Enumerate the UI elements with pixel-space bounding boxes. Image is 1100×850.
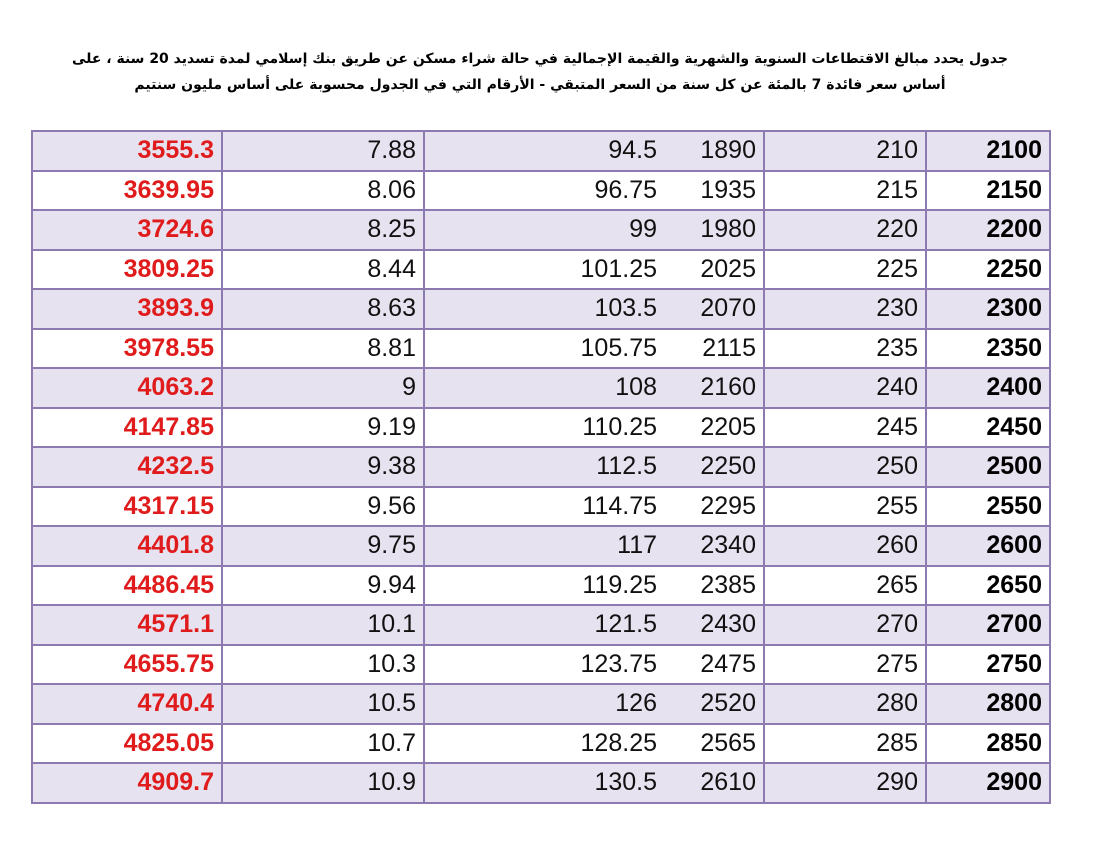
annual-installment-cell: 220 xyxy=(764,210,926,250)
monthly-interest-cell: 96.75 xyxy=(424,171,664,211)
total-value-cell: 3555.3 xyxy=(32,131,222,171)
table-body xyxy=(32,131,1050,803)
monthly-interest-cell: 119.25 xyxy=(424,566,664,606)
principal-amount-cell: 2150 xyxy=(926,171,1050,211)
monthly-installment-cell: 9 xyxy=(222,368,424,408)
monthly-interest-cell: 112.5 xyxy=(424,447,664,487)
principal-amount-cell: 2900 xyxy=(926,763,1050,803)
monthly-installment-cell: 9.38 xyxy=(222,447,424,487)
annual-interest-cell: 2610 xyxy=(664,763,764,803)
principal-amount-cell: 2300 xyxy=(926,289,1050,329)
table-row xyxy=(32,250,1050,290)
total-value-cell: 4401.8 xyxy=(32,526,222,566)
annual-installment-cell: 285 xyxy=(764,724,926,764)
annual-interest-cell: 2250 xyxy=(664,447,764,487)
annual-interest-cell: 2475 xyxy=(664,645,764,685)
monthly-installment-cell: 9.94 xyxy=(222,566,424,606)
annual-installment-cell: 290 xyxy=(764,763,926,803)
monthly-installment-cell: 10.1 xyxy=(222,605,424,645)
annual-interest-cell: 2295 xyxy=(664,487,764,527)
annual-installment-cell: 235 xyxy=(764,329,926,369)
monthly-installment-cell: 8.81 xyxy=(222,329,424,369)
monthly-installment-cell: 10.9 xyxy=(222,763,424,803)
annual-installment-cell: 250 xyxy=(764,447,926,487)
monthly-installment-cell: 7.88 xyxy=(222,131,424,171)
total-value-cell: 3724.6 xyxy=(32,210,222,250)
annual-installment-cell: 240 xyxy=(764,368,926,408)
table-row xyxy=(32,566,1050,606)
total-value-cell: 3809.25 xyxy=(32,250,222,290)
annual-interest-cell: 2520 xyxy=(664,684,764,724)
principal-amount-cell: 2850 xyxy=(926,724,1050,764)
monthly-interest-cell: 103.5 xyxy=(424,289,664,329)
installments-table xyxy=(31,130,1051,804)
table-row xyxy=(32,408,1050,448)
principal-amount-cell: 2450 xyxy=(926,408,1050,448)
total-value-cell: 4063.2 xyxy=(32,368,222,408)
title-line-1: جدول يحدد مبالغ الاقتطاعات السنوية والشهرية والقيمة الإجمالية في حالة شراء مسكن عن طريق بنك إسلامي لمدة تسديد 20 سنة ، على xyxy=(71,51,1009,67)
annual-installment-cell: 230 xyxy=(764,289,926,329)
annual-interest-cell: 2025 xyxy=(664,250,764,290)
table-row xyxy=(32,171,1050,211)
monthly-interest-cell: 110.25 xyxy=(424,408,664,448)
annual-interest-cell: 2070 xyxy=(664,289,764,329)
annual-interest-cell: 2385 xyxy=(664,566,764,606)
document-title xyxy=(40,46,1040,98)
annual-interest-cell: 2430 xyxy=(664,605,764,645)
annual-installment-cell: 210 xyxy=(764,131,926,171)
principal-amount-cell: 2350 xyxy=(926,329,1050,369)
principal-amount-cell: 2650 xyxy=(926,566,1050,606)
principal-amount-cell: 2700 xyxy=(926,605,1050,645)
monthly-installment-cell: 8.06 xyxy=(222,171,424,211)
table-row xyxy=(32,210,1050,250)
table-row xyxy=(32,684,1050,724)
principal-amount-cell: 2400 xyxy=(926,368,1050,408)
principal-amount-cell: 2600 xyxy=(926,526,1050,566)
monthly-interest-cell: 94.5 xyxy=(424,131,664,171)
annual-interest-cell: 1890 xyxy=(664,131,764,171)
monthly-interest-cell: 130.5 xyxy=(424,763,664,803)
annual-installment-cell: 215 xyxy=(764,171,926,211)
monthly-installment-cell: 10.5 xyxy=(222,684,424,724)
monthly-interest-cell: 108 xyxy=(424,368,664,408)
annual-installment-cell: 275 xyxy=(764,645,926,685)
monthly-interest-cell: 117 xyxy=(424,526,664,566)
table-row xyxy=(32,526,1050,566)
total-value-cell: 4571.1 xyxy=(32,605,222,645)
annual-interest-cell: 2565 xyxy=(664,724,764,764)
monthly-installment-cell: 9.19 xyxy=(222,408,424,448)
annual-installment-cell: 280 xyxy=(764,684,926,724)
installments-table-container xyxy=(31,130,1049,804)
table-row xyxy=(32,724,1050,764)
annual-interest-cell: 1935 xyxy=(664,171,764,211)
annual-installment-cell: 270 xyxy=(764,605,926,645)
annual-interest-cell: 1980 xyxy=(664,210,764,250)
total-value-cell: 3893.9 xyxy=(32,289,222,329)
annual-interest-cell: 2340 xyxy=(664,526,764,566)
principal-amount-cell: 2750 xyxy=(926,645,1050,685)
monthly-interest-cell: 121.5 xyxy=(424,605,664,645)
total-value-cell: 4825.05 xyxy=(32,724,222,764)
principal-amount-cell: 2100 xyxy=(926,131,1050,171)
table-row xyxy=(32,447,1050,487)
total-value-cell: 4909.7 xyxy=(32,763,222,803)
total-value-cell: 4740.4 xyxy=(32,684,222,724)
table-row xyxy=(32,289,1050,329)
total-value-cell: 4147.85 xyxy=(32,408,222,448)
monthly-installment-cell: 8.25 xyxy=(222,210,424,250)
total-value-cell: 3978.55 xyxy=(32,329,222,369)
table-row xyxy=(32,329,1050,369)
principal-amount-cell: 2500 xyxy=(926,447,1050,487)
monthly-installment-cell: 10.3 xyxy=(222,645,424,685)
table-row xyxy=(32,487,1050,527)
principal-amount-cell: 2800 xyxy=(926,684,1050,724)
principal-amount-cell: 2200 xyxy=(926,210,1050,250)
title-line-2: أساس سعر فائدة 7 بالمئة عن كل سنة من السعر المتبقي - الأرقام التي في الجدول محسوبة على أساس مليون سنتيم xyxy=(134,77,946,93)
table-row xyxy=(32,605,1050,645)
table-row xyxy=(32,131,1050,171)
annual-installment-cell: 260 xyxy=(764,526,926,566)
annual-interest-cell: 2115 xyxy=(664,329,764,369)
monthly-installment-cell: 8.63 xyxy=(222,289,424,329)
annual-installment-cell: 225 xyxy=(764,250,926,290)
monthly-interest-cell: 99 xyxy=(424,210,664,250)
total-value-cell: 4655.75 xyxy=(32,645,222,685)
monthly-interest-cell: 101.25 xyxy=(424,250,664,290)
annual-installment-cell: 265 xyxy=(764,566,926,606)
monthly-interest-cell: 123.75 xyxy=(424,645,664,685)
total-value-cell: 4317.15 xyxy=(32,487,222,527)
total-value-cell: 3639.95 xyxy=(32,171,222,211)
table-row xyxy=(32,645,1050,685)
table-row xyxy=(32,763,1050,803)
monthly-installment-cell: 9.56 xyxy=(222,487,424,527)
annual-interest-cell: 2160 xyxy=(664,368,764,408)
annual-interest-cell: 2205 xyxy=(664,408,764,448)
total-value-cell: 4232.5 xyxy=(32,447,222,487)
annual-installment-cell: 245 xyxy=(764,408,926,448)
monthly-interest-cell: 128.25 xyxy=(424,724,664,764)
monthly-installment-cell: 8.44 xyxy=(222,250,424,290)
monthly-interest-cell: 114.75 xyxy=(424,487,664,527)
total-value-cell: 4486.45 xyxy=(32,566,222,606)
monthly-installment-cell: 10.7 xyxy=(222,724,424,764)
monthly-interest-cell: 105.75 xyxy=(424,329,664,369)
principal-amount-cell: 2550 xyxy=(926,487,1050,527)
monthly-interest-cell: 126 xyxy=(424,684,664,724)
table-row xyxy=(32,368,1050,408)
monthly-installment-cell: 9.75 xyxy=(222,526,424,566)
principal-amount-cell: 2250 xyxy=(926,250,1050,290)
annual-installment-cell: 255 xyxy=(764,487,926,527)
